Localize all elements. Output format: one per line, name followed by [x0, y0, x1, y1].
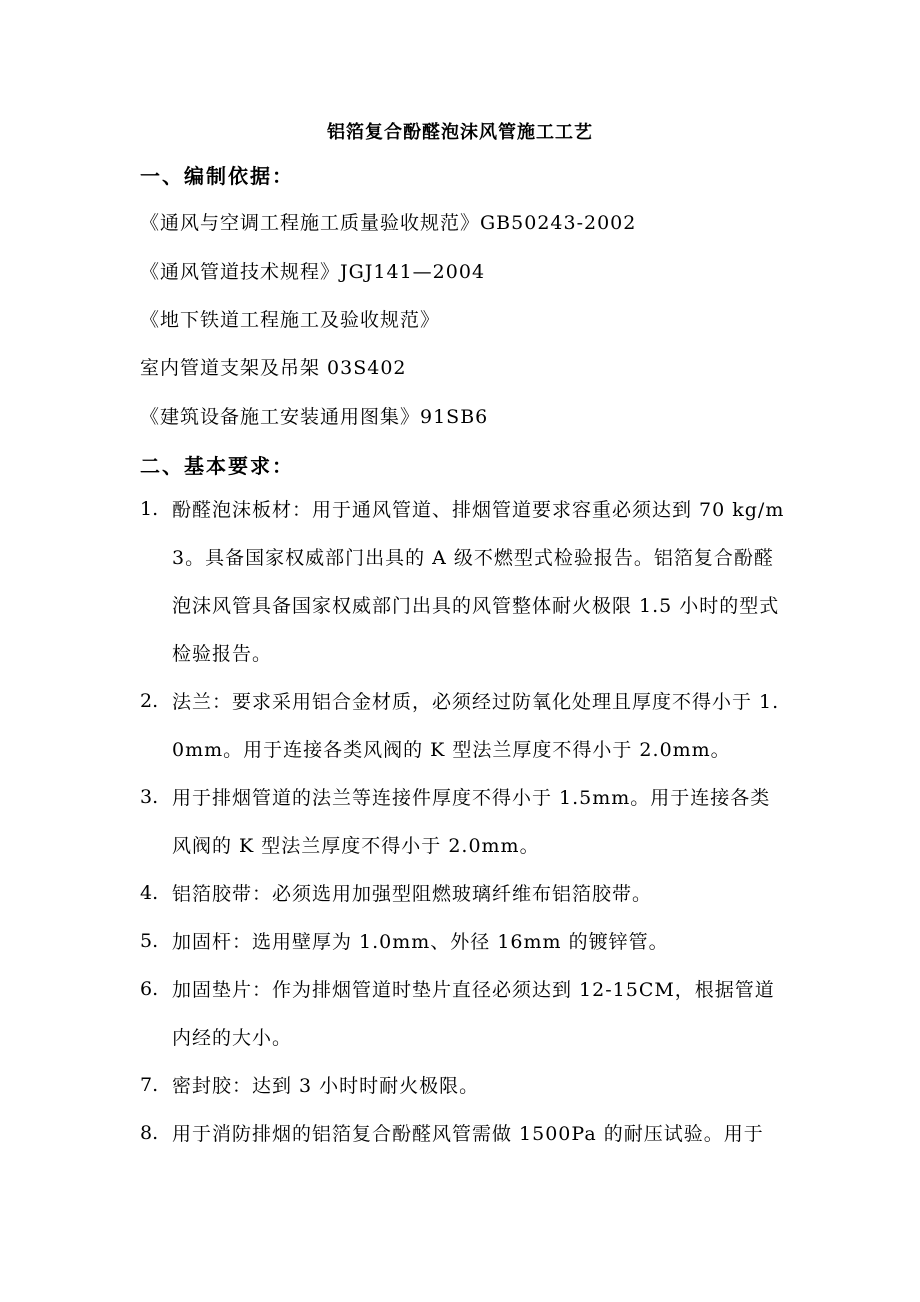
item-number: 5. — [140, 930, 159, 952]
item-text: 用于排烟管道的法兰等连接件厚度不得小于 1.5mm。用于连接各类风阀的 K 型法兰厚度不得小于 2.0mm。 — [172, 787, 771, 857]
requirement-item-7 — [140, 1062, 790, 1110]
item-text: 加固杆：选用壁厚为 1.0mm、外径 16mm 的镀锌管。 — [172, 931, 669, 953]
item-text: 用于消防排烟的铝箔复合酚醛风管需做 1500Pa 的耐压试验。用于 — [172, 1123, 764, 1145]
section-heading-basis: 一、编制依据： — [140, 164, 294, 188]
reference-line: 《通风与空调工程施工质量验收规范》GB50243-2002 — [140, 212, 637, 234]
requirement-item-8 — [140, 1110, 790, 1158]
reference-line: 《通风管道技术规程》JGJ141—2004 — [140, 261, 486, 283]
section-heading-requirements: 二、基本要求： — [140, 454, 294, 478]
requirement-item-4 — [140, 870, 790, 918]
item-number: 2. — [140, 690, 159, 712]
item-text: 法兰：要求采用铝合金材质，必须经过防氧化处理且厚度不得小于 1.0mm。用于连接各类风阀的 K 型法兰厚度不得小于 2.0mm。 — [172, 691, 780, 761]
item-number: 3. — [140, 786, 159, 808]
reference-line: 《地下铁道工程施工及验收规范》 — [140, 309, 441, 331]
item-text: 密封胶：达到 3 小时时耐火极限。 — [172, 1075, 480, 1097]
reference-line: 《建筑设备施工安装通用图集》91SB6 — [140, 406, 489, 428]
item-text: 铝箔胶带：必须选用加强型阻燃玻璃纤维布铝箔胶带。 — [172, 883, 653, 905]
reference-line: 室内管道支架及吊架 03S402 — [140, 357, 407, 379]
item-number: 4. — [140, 882, 159, 904]
requirement-item-2 — [140, 678, 790, 774]
item-text: 加固垫片：作为排烟管道时垫片直径必须达到 12-15CM，根据管道内经的大小。 — [172, 979, 775, 1049]
item-number: 7. — [140, 1074, 159, 1096]
document-title: 铝箔复合酚醛泡沫风管施工工艺 — [327, 122, 593, 143]
item-number: 8. — [140, 1122, 159, 1144]
item-number: 6. — [140, 978, 159, 1000]
requirement-item-1 — [140, 486, 790, 678]
requirement-item-6 — [140, 966, 790, 1062]
item-number: 1. — [140, 498, 159, 520]
requirement-item-5 — [140, 918, 790, 966]
requirement-item-3 — [140, 774, 790, 870]
item-text: 酚醛泡沫板材：用于通风管道、排烟管道要求容重必须达到 70 kg/m3。具备国家权威部门出具的 A 级不燃型式检验报告。铝箔复合酚醛泡沫风管具备国家权威部门出具的风管整体耐火极限 1.5 小时的型式检验报告。 — [172, 499, 785, 665]
